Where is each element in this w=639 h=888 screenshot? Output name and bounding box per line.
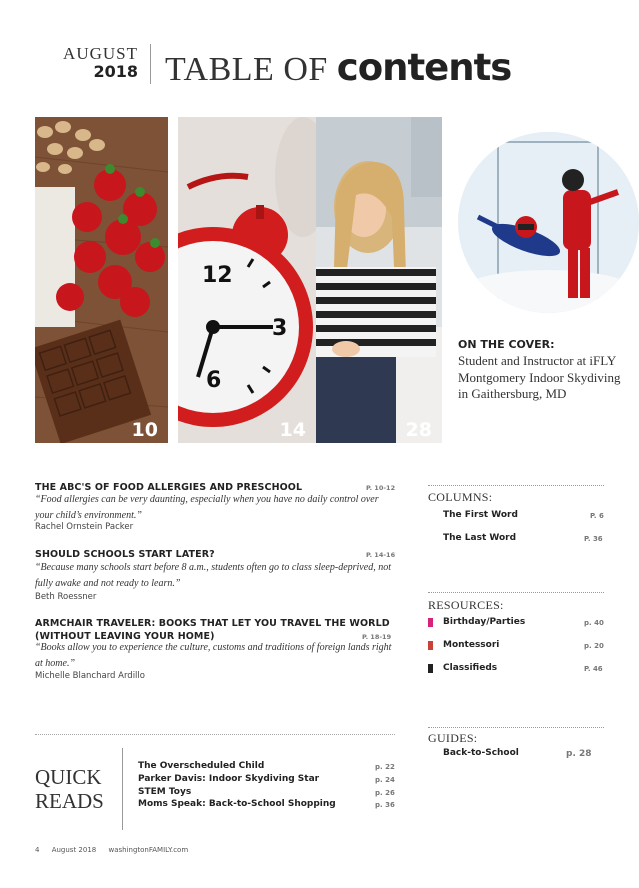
quick-read-item[interactable]: Parker Davis: Indoor Skydiving Star [138, 774, 320, 784]
resource-page: P. 46 [584, 665, 603, 673]
quick-reads-rule [35, 734, 395, 735]
article-quote: “Books allow you to experience the culture, customs and traditions of foreign lands right at home.” [35, 642, 392, 669]
footer-site-link[interactable]: washingtonFAMILY.com [108, 846, 189, 854]
alarm-clock-photo-page-number: 14 [279, 419, 306, 441]
article-author: Beth Roessner [35, 592, 97, 602]
cover-label: ON THE COVER: [458, 338, 555, 351]
page-footer [35, 846, 198, 854]
student-photo[interactable] [316, 117, 442, 443]
columns-heading: COLUMNS: [428, 490, 493, 504]
quick-read-page: p. 24 [375, 776, 395, 784]
article-title[interactable]: THE ABC'S OF FOOD ALLERGIES AND PRESCHOOL [35, 482, 303, 493]
page-title-light: TABLE OF [165, 51, 337, 88]
resource-page: p. 20 [584, 642, 604, 650]
footer-issue: August 2018 [51, 846, 97, 854]
article-author: Michelle Blanchard Ardillo [35, 671, 145, 681]
resource-item[interactable]: Birthday/Parties [443, 617, 526, 627]
quick-read-item[interactable]: STEM Toys [138, 787, 192, 797]
resource-item[interactable]: Montessori [443, 640, 500, 650]
alarm-clock-photo[interactable] [178, 117, 316, 443]
resource-item[interactable]: Classifieds [443, 663, 498, 673]
quick-read-page: p. 26 [375, 789, 395, 797]
column-page: P. 6 [590, 512, 604, 520]
guide-page: p. 28 [566, 749, 592, 759]
footer-page-number: 4 [35, 846, 40, 854]
guides-rule [428, 727, 604, 728]
article-page: P. 14-16 [366, 551, 396, 559]
issue-year: 2018 [93, 62, 138, 81]
page-title [165, 46, 511, 89]
food-photo[interactable] [35, 117, 168, 443]
page-title-bold: contents [336, 46, 512, 89]
svg-text:3: 3 [272, 316, 288, 341]
article-title[interactable]: SHOULD SCHOOLS START LATER? [35, 549, 215, 560]
resources-heading: RESOURCES: [428, 598, 504, 612]
skydiving-art [458, 132, 639, 313]
svg-text:6: 6 [206, 368, 222, 393]
cover-photo[interactable] [458, 132, 639, 313]
article-title[interactable]: ARMCHAIR TRAVELER: BOOKS THAT LET YOU TRAVEL THE WORLD [35, 618, 390, 629]
guides-heading: GUIDES: [428, 731, 478, 745]
student-art [316, 117, 442, 443]
alarm-clock-art [178, 117, 316, 443]
column-item[interactable]: The Last Word [443, 533, 517, 543]
article-title-line2[interactable]: (WITHOUT LEAVING YOUR HOME) [35, 631, 215, 642]
resource-page: p. 40 [584, 619, 604, 627]
article-quote: “Food allergies can be very daunting, especially when you have no daily control over your child’s environment.” [35, 494, 379, 521]
quick-reads-title: QUICK READS [35, 765, 104, 813]
resources-rule [428, 592, 604, 593]
quick-read-item[interactable]: The Overscheduled Child [138, 761, 265, 771]
quick-read-page: p. 22 [375, 763, 395, 771]
column-page: P. 36 [584, 535, 603, 543]
quick-read-page: p. 36 [375, 801, 395, 809]
article-quote: “Because many schools start before 8 a.m., students often go to class sleep-deprived, not fully awake and not ready to learn.” [35, 562, 391, 589]
quick-read-item[interactable]: Moms Speak: Back-to-School Shopping [138, 799, 336, 809]
quick-reads-divider [122, 748, 123, 830]
food-photo-page-number: 10 [131, 419, 158, 441]
montessori-color-swatch [428, 641, 433, 650]
guide-item[interactable]: Back-to-School [443, 748, 519, 758]
classifieds-color-swatch [428, 664, 433, 673]
student-photo-page-number: 28 [405, 419, 432, 441]
columns-rule [428, 485, 604, 486]
header-divider [150, 44, 151, 84]
issue-month: AUGUST [63, 44, 138, 63]
cover-caption: Student and Instructor at iFLY Montgomery Indoor Skydiving in Gaithersburg, MD [458, 353, 621, 401]
food-photo-art [35, 117, 168, 443]
column-item[interactable]: The First Word [443, 510, 518, 520]
article-author: Rachel Ornstein Packer [35, 522, 134, 532]
birthday-parties-color-swatch [428, 618, 433, 627]
article-page: P. 18-19 [362, 633, 392, 641]
svg-text:12: 12 [202, 263, 233, 288]
article-page: P. 10-12 [366, 484, 396, 492]
